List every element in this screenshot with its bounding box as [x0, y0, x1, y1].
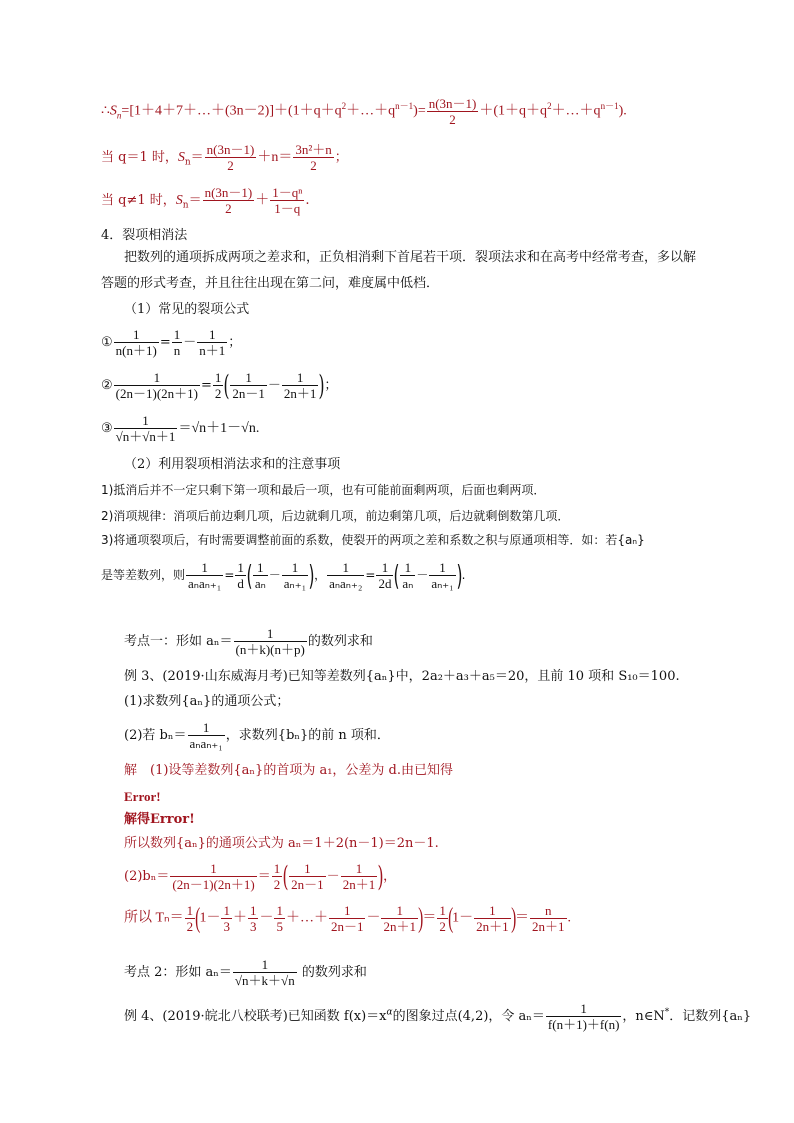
- example-4: 例 4、(2019·皖北八校联考)已知函数 $f(x)=x^\alpha$的图象过点(4,2)，令 aₙ＝ $\frac{1}{f(n+1)+f(n)}$ ，n∈N*．记数列{aₙ}: [124, 1001, 752, 1032]
- note-1: 1)抵消后并不一定只剩下第一项和最后一项，也有可能前面剩两项，后面也剩两项．: [101, 483, 546, 497]
- paragraph-line-2: 答题的形式考查，并且往往出现在第二问，难度属中低档．: [101, 276, 440, 291]
- solution-line-1: 解 (1)设等差数列{aₙ}的首项为 a₁，公差为 d.由已知得: [124, 763, 454, 778]
- formula-2: ② $\frac{1}{(2n-1)(2n+1)}$ = $\frac{1}{2}$ ( $\frac{1}{2n-1}$ － $\frac{1}{2n+1}$ )；: [101, 368, 338, 402]
- case-q-equals-1: 当 q＝1 时，$S_n=$ $\frac{n(3n-1)}{2}$ ＋n＝ $\frac{\text{3n²＋n}}{2}$ ；: [101, 142, 348, 173]
- formula-1: ① $\frac{1}{n(n+1)}$ = $\frac{1}{n}$ － $\frac{1}{n+1}$ ；: [101, 327, 242, 358]
- subheading-2: （2）利用裂项相消法求和的注意事项: [124, 457, 341, 472]
- paragraph-line-1: 把数列的通项拆成两项之差求和，正负相消剩下首尾若干项．裂项法求和在高考中经常考查，多以解: [124, 250, 697, 265]
- example-3-q1: (1)求数列{aₙ}的通项公式；: [124, 694, 290, 709]
- note-4: 是等差数列，则 $\frac{1}{\text{aₙaₙ₊₁}}$ = $\frac{1}{d}$ ( $\frac{1}{\text{aₙ}}$ － $\frac{1}{\text{aₙ₊₁}}$ )， $\frac{1}{\text{aₙaₙ₊₂}}$ = $\frac{1}{2d}$ ( $\frac{1}{\text{aₙ}}$ － $\frac{1}{\text{aₙ₊₁}}$ ).: [101, 558, 466, 592]
- note-2: 2)消项规律：消项后前边剩几项，后边就剩几项，前边剩第几项，后边就剩倒数第几项．: [101, 509, 570, 523]
- solution-line-4: 所以 Tₙ＝ $\frac{1}{2}$ (1－ $\frac{1}{3}$ ＋ $\frac{1}{3}$ － $\frac{1}{5}$ ＋…＋ $\frac{1}{2n-1}$ － $\frac{1}{2n+1}$ )＝ $\frac{1}{2}$ (1－ $\frac{1}{2n+1}$ )＝ $\frac{n}{2n+1}$ .: [124, 902, 572, 934]
- case-q-not-1: 当 q≠1 时，$S_n=$ $\frac{n(3n-1)}{2}$ ＋ $\frac{\text{1－qⁿ}}{1-q}$ .: [101, 185, 310, 216]
- fraction: $\frac{n(3n-1)}{2}$: [428, 96, 477, 127]
- subheading-1: （1）常见的裂项公式: [124, 302, 250, 317]
- key-point-2: 考点 2：形如 aₙ＝ $\frac{1}{√n+k+√n}$ 的数列求和: [124, 957, 367, 988]
- note-3: 3)将通项裂项后，有时需要调整前面的系数，使裂开的两项之差和系数之积与原通项相等．如：若{aₙ}: [101, 533, 645, 547]
- formula-3: ③ $\frac{1}{√n+√n+1}$ ＝√n＋1－√n.: [101, 413, 260, 444]
- key-point-1: 考点一：形如 aₙ＝ $\frac{1}{(n+k)(n+p)}$ 的数列求和: [124, 626, 373, 657]
- example-3: 例 3、(2019·山东威海月考)已知等差数列{aₙ}中，2a₂＋a₃＋a₅＝20，且前 10 项和 S₁₀＝100.: [124, 669, 680, 684]
- solution-line-2: 所以数列{aₙ}的通项公式为 aₙ＝1＋2(n－1)＝2n－1.: [124, 836, 439, 851]
- error-text-1: Error!: [124, 789, 161, 804]
- error-text-2: 解得Error!: [124, 812, 195, 827]
- sn-sum-line: $\therefore S_n=[1+4+7+\dots+(3n-2)]+(1+q+q^2+\dots+q^{n-1})=$ $\frac{n(3n-1)}{2}$ $+(1+q+q^2+\dots+q^{n-1})$.: [101, 96, 627, 127]
- heading-4: 4．裂项相消法: [101, 228, 188, 243]
- example-3-q2: (2)若 bₙ＝ $\frac{1}{\text{aₙaₙ₊₁}}$ ，求数列{bₙ}的前 n 项和．: [124, 720, 390, 751]
- solution-line-3: (2)bₙ＝ $\frac{1}{(2n-1)(2n+1)}$ ＝ $\frac{1}{2}$ ( $\frac{1}{2n-1}$ － $\frac{1}{2n+1}$ )，: [124, 859, 397, 893]
